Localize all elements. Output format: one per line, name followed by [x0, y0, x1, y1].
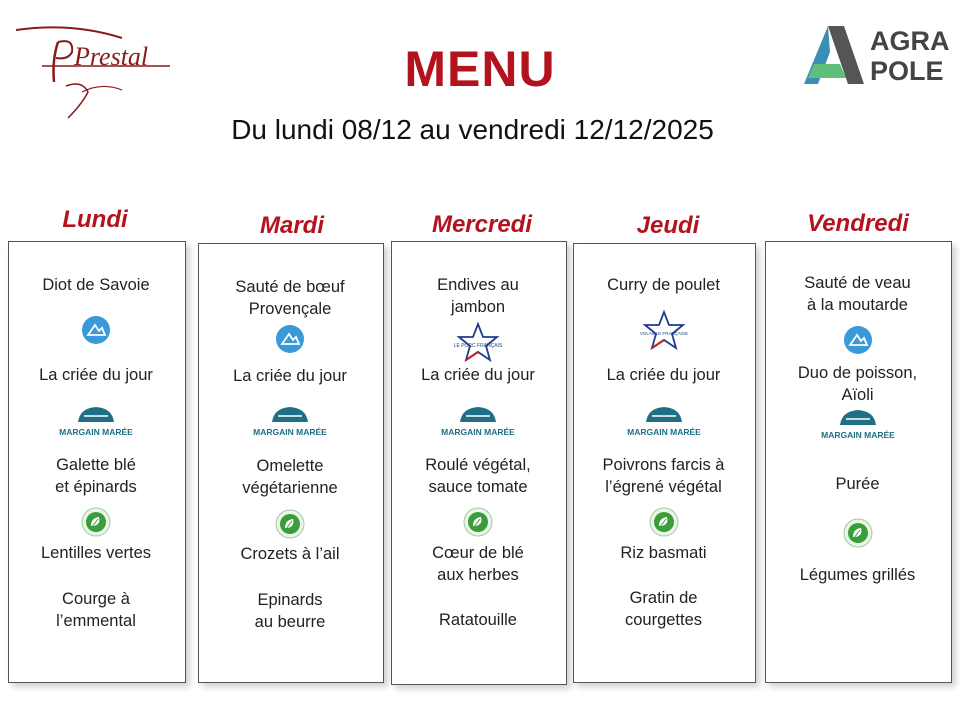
- day-header-jeudi: Jeudi: [636, 212, 700, 239]
- day-header-mercredi: Mercredi: [431, 211, 533, 238]
- margain-text: MARGAIN MARÉE: [441, 427, 515, 437]
- margain-maree-icon: [573, 404, 754, 438]
- alpes-label-icon: [765, 326, 950, 354]
- vegetarian-leaf-icon: [8, 507, 184, 537]
- dish-mercredi-2: La criée du jour: [421, 366, 535, 384]
- dish-jeudi-1: Curry de poulet: [607, 276, 720, 294]
- agrapole-line2: POLE: [870, 56, 944, 86]
- page-title: MENU: [404, 41, 556, 97]
- day-header-lundi: Lundi: [62, 206, 128, 233]
- margain-text: MARGAIN MARÉE: [253, 427, 327, 437]
- alpes-label-icon: [8, 316, 184, 344]
- vegetarian-leaf-icon: [391, 507, 565, 537]
- dish-mardi-4: Crozets à l’ail: [240, 545, 340, 563]
- porc-text: LE PORC FRANÇAIS: [453, 343, 503, 349]
- vegetarian-leaf-icon: [765, 518, 950, 548]
- dish-jeudi-3: Poivrons farcis à l’égrené végétal: [602, 456, 725, 496]
- prestal-logo-text: Prestal: [74, 42, 149, 71]
- vegetarian-leaf-icon: [198, 509, 382, 539]
- dish-vendredi-3: Purée: [835, 475, 880, 493]
- dish-jeudi-5: Gratin de courgettes: [624, 589, 703, 629]
- margain-text: MARGAIN MARÉE: [820, 430, 895, 440]
- dish-mercredi-3: Roulé végétal, sauce tomate: [425, 456, 531, 496]
- dish-lundi-4: Lentilles vertes: [40, 544, 152, 562]
- porc-francais-icon: [391, 322, 565, 362]
- margain-maree-icon: [198, 404, 382, 438]
- dish-mardi-3: Omelette végétarienne: [242, 457, 338, 497]
- agrapole-line1: AGRA: [870, 26, 950, 56]
- margain-text: MARGAIN MARÉE: [59, 427, 133, 437]
- margain-maree-icon: [391, 404, 565, 438]
- dish-vendredi-2: Duo de poisson, Aïoli: [797, 364, 918, 404]
- dish-vendredi-4: Légumes grillés: [799, 566, 916, 584]
- dish-mercredi-1: Endives au jambon: [437, 276, 519, 316]
- dish-mardi-2: La criée du jour: [233, 367, 347, 385]
- date-range: Du lundi 08/12 au vendredi 12/12/2025: [231, 114, 714, 145]
- volaille-francaise-icon: [573, 310, 754, 350]
- day-header-mardi: Mardi: [259, 212, 324, 239]
- margain-maree-icon: [765, 407, 950, 441]
- dish-mercredi-5: Ratatouille: [439, 611, 517, 629]
- alpes-label-icon: [198, 325, 382, 353]
- dish-mercredi-4: Cœur de blé aux herbes: [432, 544, 524, 584]
- vegetarian-leaf-icon: [573, 507, 754, 537]
- dish-lundi-5: Courge à l’emmental: [56, 590, 136, 630]
- margain-maree-icon: [8, 404, 184, 438]
- dish-jeudi-4: Riz basmati: [620, 544, 707, 562]
- day-header-vendredi: Vendredi: [807, 210, 909, 237]
- margain-text: MARGAIN MARÉE: [626, 427, 701, 437]
- dish-mardi-5: Epinards au beurre: [254, 591, 326, 631]
- dish-mardi-1: Sauté de bœuf Provençale: [235, 278, 345, 318]
- dish-vendredi-1: Sauté de veau à la moutarde: [804, 274, 911, 314]
- dish-lundi-1: Diot de Savoie: [42, 276, 150, 294]
- volaille-text: VOLAILLE FRANÇAISE: [639, 331, 688, 336]
- dish-lundi-3: Galette blé et épinards: [55, 456, 137, 496]
- dish-lundi-2: La criée du jour: [39, 366, 153, 384]
- dish-jeudi-2: La criée du jour: [606, 366, 721, 384]
